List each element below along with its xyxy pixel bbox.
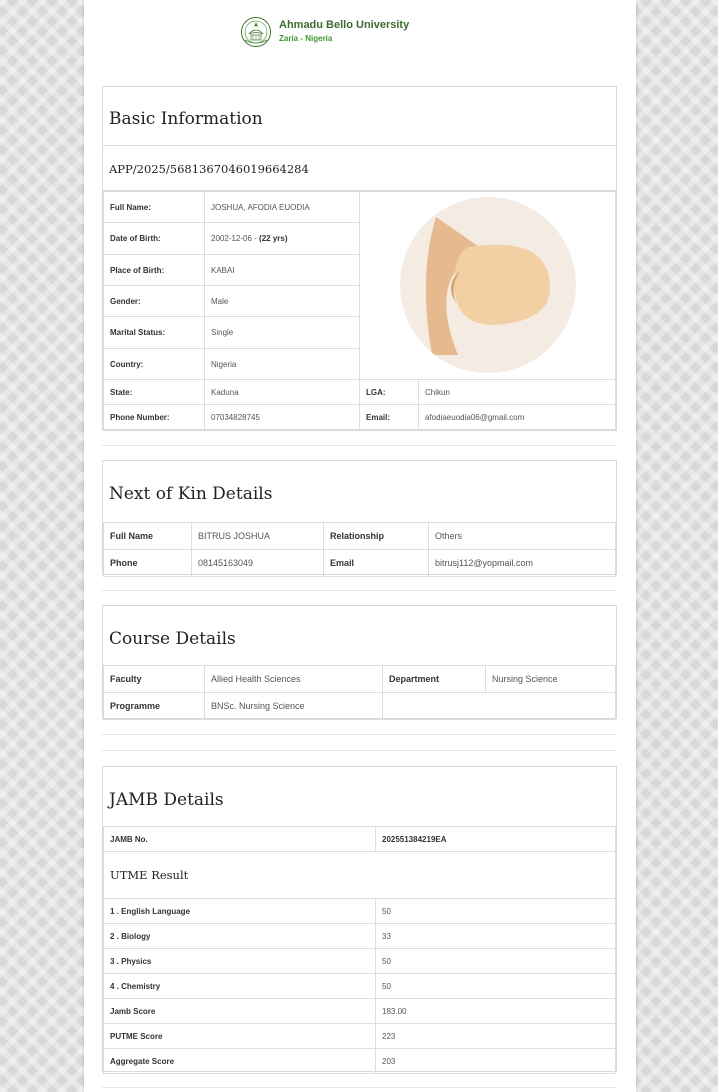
putme-score-value: 223	[376, 1024, 616, 1049]
result-score-value: 33	[376, 924, 616, 949]
state-label: State:	[104, 380, 205, 405]
kin-phone-value: 08145163049	[192, 550, 324, 577]
department-label: Department	[383, 666, 486, 693]
faculty-value: Allied Health Sciences	[205, 666, 383, 693]
aggregate-score-label: Aggregate Score	[104, 1049, 376, 1074]
university-text	[279, 18, 409, 46]
result-subject-label: 1 . English Language	[104, 899, 376, 924]
full-name-label: Full Name:	[104, 192, 205, 223]
country-label: Country:	[104, 349, 205, 380]
full-name-value: JOSHUA, AFODIA EUODIA	[205, 192, 360, 223]
marital-status-label: Marital Status:	[104, 317, 205, 349]
putme-score-label: PUTME Score	[104, 1024, 376, 1049]
course-details-card	[102, 605, 617, 719]
empty-cell	[383, 693, 616, 720]
course-details-title: Course Details	[109, 629, 236, 649]
jamb-score-label: Jamb Score	[104, 999, 376, 1024]
result-subject-label: 3 . Physics	[104, 949, 376, 974]
lga-label: LGA:	[360, 380, 419, 405]
state-value: Kaduna	[205, 380, 360, 405]
kin-email-value: bitrusj112@yopmail.com	[429, 550, 616, 577]
basic-information-table	[103, 191, 616, 430]
country-value: Nigeria	[205, 349, 360, 380]
marital-status-value: Single	[205, 317, 360, 349]
utme-title-cell	[104, 852, 616, 899]
application-id: APP/2025/5681367046019664284	[103, 145, 616, 191]
result-score-value: 50	[376, 949, 616, 974]
email-value: afodiaeuodia06@gmail.com	[419, 405, 616, 430]
basic-information-title: Basic Information	[109, 109, 263, 129]
faculty-label: Faculty	[104, 666, 205, 693]
next-of-kin-card	[102, 460, 617, 575]
divider	[102, 590, 617, 591]
email-label: Email:	[360, 405, 419, 430]
phone-number-value: 07034828745	[205, 405, 360, 430]
pob-label: Place of Birth:	[104, 255, 205, 286]
gender-label: Gender:	[104, 286, 205, 317]
basic-information-card	[102, 86, 617, 431]
next-of-kin-table	[103, 522, 616, 577]
lga-value: Chikun	[419, 380, 616, 405]
university-name: Ahmadu Bello University	[279, 19, 410, 31]
aggregate-score-value: 203	[376, 1049, 616, 1074]
university-logo-icon	[240, 16, 272, 48]
kin-phone-label: Phone	[104, 550, 192, 577]
divider	[102, 734, 617, 735]
avatar	[398, 195, 578, 375]
dob-label: Date of Birth:	[104, 223, 205, 255]
programme-label: Programme	[104, 693, 205, 720]
university-location: Zaria - Nigeria	[279, 34, 333, 43]
result-subject-label: 2 . Biology	[104, 924, 376, 949]
course-details-table	[103, 665, 616, 720]
result-score-value: 50	[376, 974, 616, 999]
kin-email-label: Email	[324, 550, 429, 577]
kin-relationship-label: Relationship	[324, 523, 429, 550]
phone-number-label: Phone Number:	[104, 405, 205, 430]
result-subject-label: 4 . Chemistry	[104, 974, 376, 999]
passport-photo-cell	[360, 192, 616, 380]
age-value: (22 yrs)	[259, 234, 288, 243]
gender-value: Male	[205, 286, 360, 317]
kin-full-name-value: BITRUS JOSHUA	[192, 523, 324, 550]
dob-value	[205, 223, 360, 255]
programme-value: BNSc. Nursing Science	[205, 693, 383, 720]
jamb-no-label: JAMB No.	[104, 827, 376, 852]
divider	[102, 445, 617, 446]
jamb-details-table	[103, 826, 616, 1074]
kin-full-name-label: Full Name	[104, 523, 192, 550]
jamb-no-value: 202551384219EA	[376, 827, 616, 852]
pob-value: KABAI	[205, 255, 360, 286]
jamb-details-card	[102, 766, 617, 1072]
utme-result-title: UTME Result	[110, 868, 189, 882]
divider	[102, 750, 617, 751]
result-score-value: 50	[376, 899, 616, 924]
department-value: Nursing Science	[486, 666, 616, 693]
next-of-kin-title: Next of Kin Details	[109, 484, 273, 504]
dob-date: 2002-12-06 -	[211, 234, 260, 243]
jamb-details-title: JAMB Details	[109, 790, 224, 810]
slip-page	[84, 0, 636, 1092]
divider	[102, 1087, 617, 1088]
kin-relationship-value: Others	[429, 523, 616, 550]
university-header	[240, 16, 409, 48]
jamb-score-value: 183.00	[376, 999, 616, 1024]
